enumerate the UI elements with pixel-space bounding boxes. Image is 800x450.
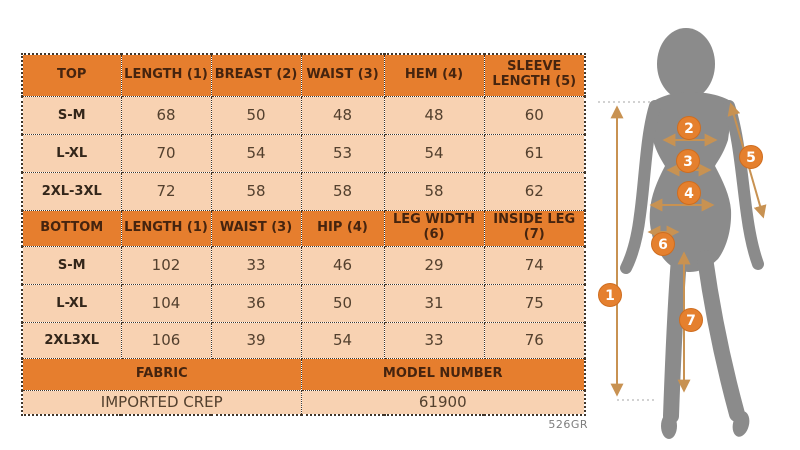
left-foot-silhouette xyxy=(661,413,677,439)
table-row xyxy=(22,246,585,284)
column-header-length: LENGTH (1) xyxy=(121,210,211,246)
size-row-label: L-XL xyxy=(22,134,121,172)
left-arm-silhouette xyxy=(626,106,655,268)
marker-number: 7 xyxy=(686,313,696,329)
marker-number: 3 xyxy=(683,154,693,170)
measure-marker-3 xyxy=(677,150,700,173)
measurement-cell: 62 xyxy=(484,172,585,210)
measurement-cell: 106 xyxy=(121,322,211,358)
measurement-cell: 75 xyxy=(484,284,585,322)
measure-marker-1 xyxy=(599,284,622,307)
measurement-cell: 36 xyxy=(211,284,301,322)
measurement-cell: 74 xyxy=(484,246,585,284)
measurement-cell: 33 xyxy=(384,322,484,358)
right-leg-silhouette xyxy=(705,258,737,414)
table-row xyxy=(22,172,585,210)
measure-marker-7 xyxy=(680,309,703,332)
figure-silhouette xyxy=(626,28,758,439)
measurement-cell: 61 xyxy=(484,134,585,172)
marker-number: 4 xyxy=(684,186,694,202)
left-leg-silhouette xyxy=(671,258,679,416)
measure-marker-5 xyxy=(740,146,763,169)
size-row-label: 2XL3XL xyxy=(22,322,121,358)
measurement-cell: 72 xyxy=(121,172,211,210)
measurement-cell: 54 xyxy=(384,134,484,172)
marker-number: 2 xyxy=(684,121,694,137)
column-header-hip: HIP (4) xyxy=(301,210,384,246)
measure-marker-2 xyxy=(678,117,701,140)
column-header-leg-width: LEG WIDTH (6) xyxy=(384,210,484,246)
table-row xyxy=(22,96,585,134)
body-measurement-figure xyxy=(595,0,800,450)
model-number-value: 61900 xyxy=(301,390,585,415)
size-chart-table xyxy=(21,53,586,416)
measurement-cell: 50 xyxy=(301,284,384,322)
measurement-cell: 76 xyxy=(484,322,585,358)
measurement-cell: 60 xyxy=(484,96,585,134)
measurement-cell: 33 xyxy=(211,246,301,284)
measurement-cell: 39 xyxy=(211,322,301,358)
measurement-cell: 54 xyxy=(211,134,301,172)
measurement-cell: 54 xyxy=(301,322,384,358)
measurement-cell: 50 xyxy=(211,96,301,134)
column-header-bottom: BOTTOM xyxy=(22,210,121,246)
measurement-cell: 46 xyxy=(301,246,384,284)
measurement-cell: 102 xyxy=(121,246,211,284)
fabric-header: FABRIC xyxy=(22,358,301,390)
table-row xyxy=(22,284,585,322)
measurement-cell: 48 xyxy=(384,96,484,134)
top-header-row xyxy=(22,54,585,96)
column-header-inside-leg: INSIDE LEG (7) xyxy=(484,210,585,246)
marker-number: 6 xyxy=(658,237,668,253)
measurement-cell: 53 xyxy=(301,134,384,172)
measurement-cell: 58 xyxy=(301,172,384,210)
marker-number: 1 xyxy=(605,288,615,304)
marker-number: 5 xyxy=(746,150,756,166)
measure-marker-4 xyxy=(678,182,701,205)
bottom-header-row xyxy=(22,210,585,246)
table-row xyxy=(22,322,585,358)
fabric-value: IMPORTED CREP xyxy=(22,390,301,415)
measure-marker-6 xyxy=(652,233,675,256)
column-header-waist: WAIST (3) xyxy=(301,54,384,96)
measurement-cell: 68 xyxy=(121,96,211,134)
size-row-label: 2XL-3XL xyxy=(22,172,121,210)
measurement-cell: 58 xyxy=(211,172,301,210)
style-code: 526GR xyxy=(548,418,588,431)
column-header-top: TOP xyxy=(22,54,121,96)
measurement-cell: 58 xyxy=(384,172,484,210)
figure-svg xyxy=(595,0,800,450)
column-header-waist: WAIST (3) xyxy=(211,210,301,246)
measurement-cell: 104 xyxy=(121,284,211,322)
column-header-breast: BREAST (2) xyxy=(211,54,301,96)
size-row-label: S-M xyxy=(22,246,121,284)
measurement-cell: 70 xyxy=(121,134,211,172)
table-row xyxy=(22,134,585,172)
info-header-row xyxy=(22,358,585,390)
column-header-sleeve-length: SLEEVE LENGTH (5) xyxy=(484,54,585,96)
measurement-cell: 48 xyxy=(301,96,384,134)
size-row-label: S-M xyxy=(22,96,121,134)
measurement-cell: 31 xyxy=(384,284,484,322)
info-value-row xyxy=(22,390,585,415)
column-header-hem: HEM (4) xyxy=(384,54,484,96)
measurement-cell: 29 xyxy=(384,246,484,284)
model-number-header: MODEL NUMBER xyxy=(301,358,585,390)
column-header-length: LENGTH (1) xyxy=(121,54,211,96)
size-row-label: L-XL xyxy=(22,284,121,322)
